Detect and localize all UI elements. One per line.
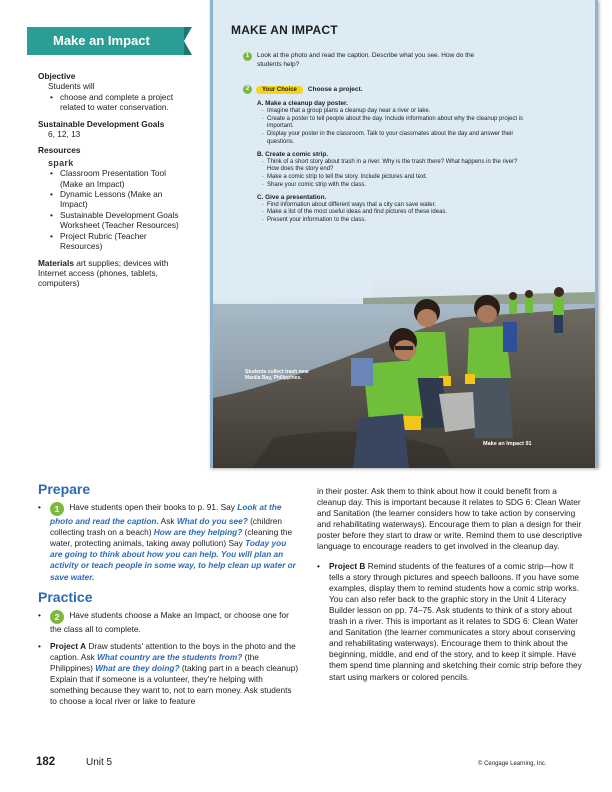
- project-options: [257, 100, 527, 225]
- project-a-label: Project A: [50, 640, 87, 651]
- project-c-item: · Present your information to the class.: [257, 217, 527, 225]
- resource-item: • Classroom Presentation Tool (Make an Impact): [38, 168, 190, 189]
- sdg-values: 6, 12, 13: [48, 129, 81, 140]
- prepare-prompt: Today you are going to think about how you can help. You will plan an activity or teach people in some way, to help clean up water or save water.: [50, 538, 296, 582]
- project-b-item: · Make a comic strip to tell the story. Include pictures and text.: [257, 174, 527, 182]
- step-one-text: Look at the photo and read the caption. Describe what you see. How do the students help?: [257, 52, 475, 68]
- tab-fold-decoration: [184, 27, 192, 41]
- project-a-item: · Display your poster in the classroom. Talk to your classmates about the day and answer their questions.: [257, 131, 527, 147]
- project-a-item: · Create a poster to tell people about the day. Include information about why the cleanup project is important.: [257, 116, 527, 132]
- bullet: •: [38, 609, 41, 620]
- bullet: •: [38, 640, 41, 651]
- practice-text: Have students choose a Make an Impact, or choose one for the class all to complete.: [50, 609, 289, 634]
- resource-item: • Dynamic Lessons (Make an Impact): [38, 189, 190, 210]
- prepare-text: Have students open their books to p. 91. Say: [69, 502, 235, 513]
- step-one: [243, 52, 493, 69]
- project-a-text: Draw students' attention to the boys in the photo and the caption. Ask: [50, 640, 296, 662]
- prepare-text: (cleaning the water, protecting animals, taking away pollution) Say: [50, 527, 293, 549]
- project-a-text: (the Philippines): [50, 651, 259, 674]
- student-page-title: MAKE AN IMPACT: [231, 23, 338, 37]
- objective-intro: Students will: [48, 81, 95, 92]
- practice-step-number: 2: [50, 610, 64, 624]
- lesson-sidebar: [38, 71, 190, 289]
- bullet: •: [38, 502, 41, 513]
- materials-label: Materials: [38, 257, 74, 268]
- tab-fold-decoration: [184, 41, 192, 55]
- prepare-text: (children collecting trash on a beach): [50, 516, 282, 538]
- project-b-item: · Think of a short story about trash in a river. Why is the trash there? What happens in the river? How does the story end?: [257, 159, 527, 175]
- prepare-step-number: 1: [50, 502, 64, 516]
- step-one-number: 1: [243, 52, 252, 61]
- photo-caption: Students collect trash near Manila Bay, Philippines.: [245, 369, 310, 381]
- bullet: •: [317, 560, 320, 571]
- objective-heading: Objective: [38, 71, 76, 81]
- choose-text: Choose a project.: [307, 86, 363, 94]
- project-b-heading: B. Create a comic strip.: [257, 150, 329, 158]
- resource-item: • Project Rubric (Teacher Resources): [38, 231, 190, 252]
- project-a-prompt: What are they doing?: [95, 663, 180, 674]
- step-two: [243, 85, 362, 94]
- project-c-heading: C. Give a presentation.: [257, 193, 327, 201]
- practice-heading: Practice: [38, 588, 93, 605]
- page-background: [213, 278, 373, 300]
- unit-label: Unit 5: [86, 757, 113, 768]
- project-a-prompt: What country are the students from?: [97, 651, 243, 662]
- prepare-prompt: How are they helping?: [153, 527, 243, 538]
- project-c-item: · Make a list of the most useful ideas and find pictures of these ideas.: [257, 209, 527, 217]
- page-number: 182: [36, 756, 56, 768]
- prepare-prompt: Look at the photo and read the caption.: [50, 502, 282, 527]
- prepare-heading: Prepare: [38, 481, 91, 497]
- project-b-label: Project B: [329, 560, 366, 571]
- teacher-notes-right: [317, 486, 586, 689]
- project-a-paragraph: [38, 641, 300, 708]
- resource-item: • Sustainable Development Goals Worksheet (Teacher Resources): [38, 210, 190, 231]
- project-a-item: · Imagine that a group plans a cleanup day near a river or lake.: [257, 108, 527, 116]
- spark-logo: spark: [48, 157, 74, 168]
- project-b-paragraph: [317, 561, 586, 683]
- prepare-paragraph: [38, 502, 300, 583]
- teacher-notes-left: [38, 481, 300, 713]
- project-c-item: · Find information about different ways that a city can save water.: [257, 202, 527, 210]
- project-b-text: Remind students of the features of a comic strip—how it tells a story through pictures and speech balloons. If you have some examples, display them to remind students how a comic strip works. You can also refer back to the graphic story in the Unit 4 Literacy Builder lesson on pp. 74–75. Ask students to think of a story about trash in a river. This is important as it relates to SDG 6: Clean Water and Sanitation (the learner communicates a story about conserving and rehabilitating waterways). Encourage them to think about the beginning, middle, and end of the story, and to keep it simple. Have them spend time planning and sketching their comic strip before they start using markers or colored pencils.: [329, 560, 582, 682]
- materials-text: art supplies; devices with Internet access (phones, tablets, computers): [38, 257, 169, 289]
- sdg-heading: Sustainable Development Goals: [38, 118, 165, 129]
- step-two-number: 2: [243, 85, 252, 94]
- section-tab: Make an Impact: [27, 27, 184, 55]
- objective-item: • choose and complete a project related to water conservation.: [38, 92, 190, 113]
- prepare-prompt: What do you see?: [176, 516, 248, 527]
- practice-paragraph: [38, 610, 300, 635]
- prepare-text: Ask: [160, 516, 175, 527]
- student-page-folio: Make an Impact 91: [483, 441, 532, 447]
- resources-heading: Resources: [38, 145, 81, 156]
- project-a-heading: A. Make a cleanup day poster.: [257, 100, 348, 107]
- project-a-continued: in their poster. Ask them to think about how it could benefit from a cleanup day. This is important because it relates to SDG 6: Clean Water and Sanitation (the learner considers how to take action by conserving and rehabilitating waterways). Encourage them to plan a design for their poster before they start to draw or write. Remind them to use descriptive language to encourage readers to get involved in the cleanup day.: [317, 486, 583, 552]
- copyright-notice: © Cengage Learning, Inc.: [478, 761, 547, 767]
- project-b-item: · Share your comic strip with the class.: [257, 182, 527, 190]
- your-choice-badge: Your Choice: [256, 86, 303, 94]
- student-page-thumbnail: [210, 0, 598, 468]
- project-a-text: (taking part in a beach cleanup) Explain that if someone is a volunteer, they're helping with something because they want to, not to earn money. Ask students to choose a local river or lake to feature: [50, 663, 299, 707]
- materials: [38, 258, 190, 289]
